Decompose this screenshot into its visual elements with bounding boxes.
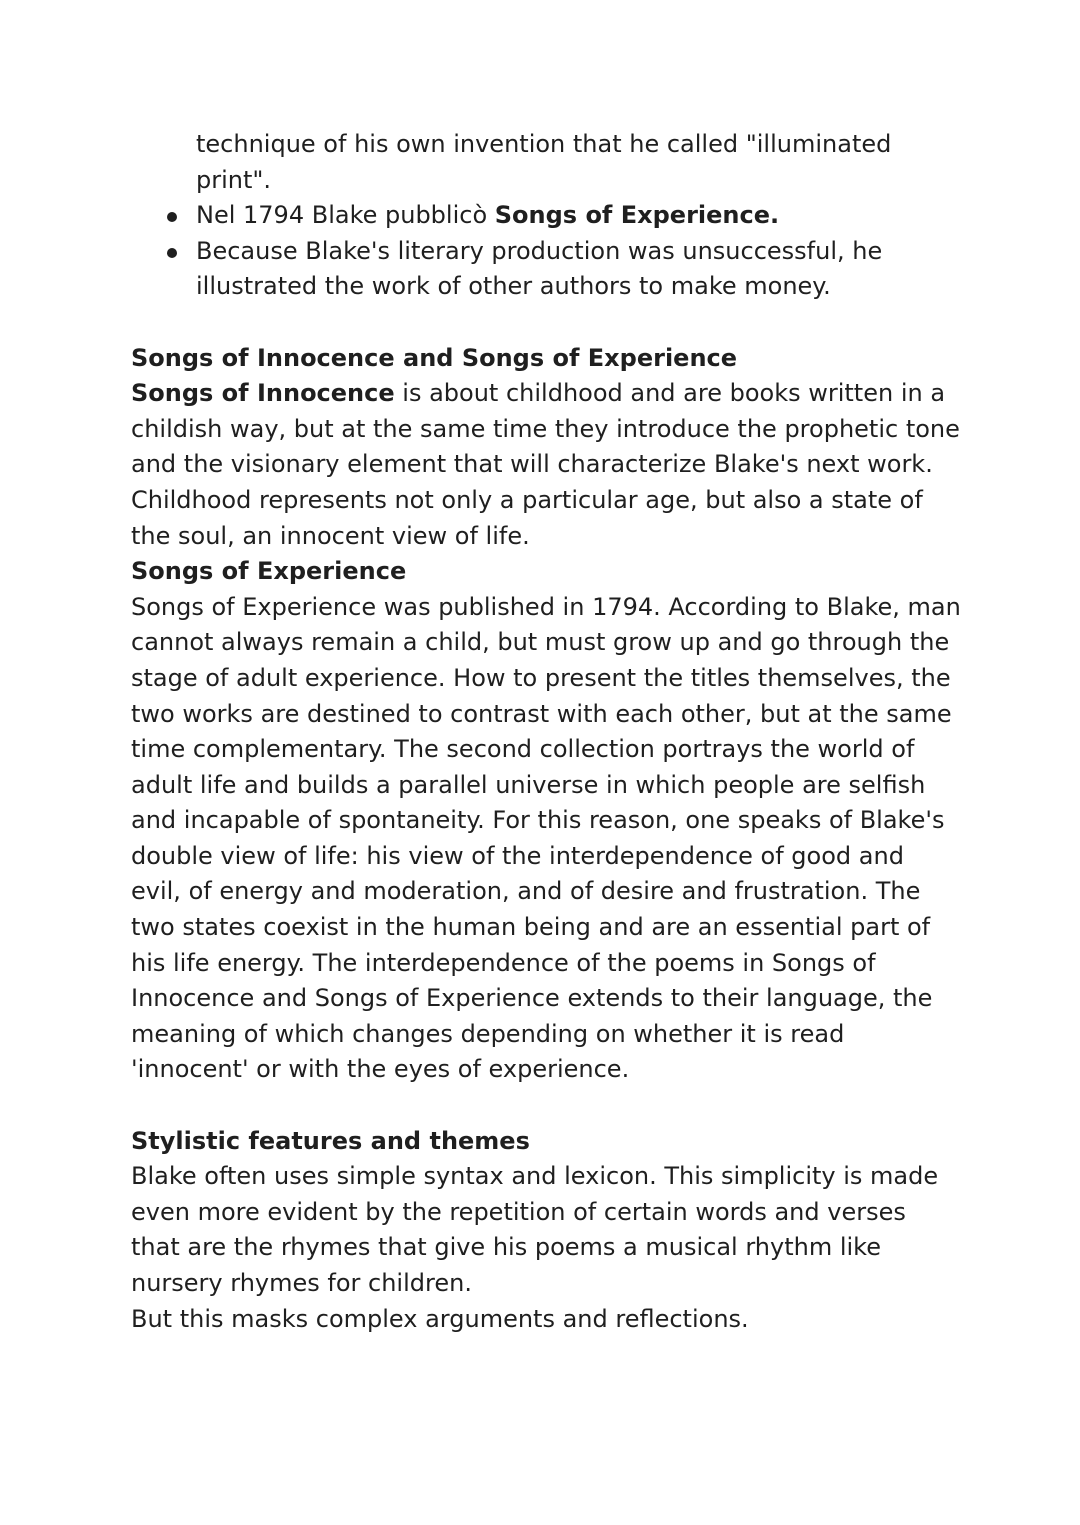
innocence-bold-title: Songs of Innocence <box>131 379 395 408</box>
spacer <box>131 305 961 341</box>
subheading-experience: Songs of Experience <box>131 557 407 586</box>
bullet-continuation <box>131 127 961 198</box>
paragraph-stylistic: Blake often uses simple syntax and lexicon. This simplicity is made even more evident by the repetition of certain words and verses that are the rhymes that give his poems a musical rhythm like nursery rhymes for children. <box>131 1162 939 1297</box>
bullet-item-songs-of-experience <box>131 198 961 234</box>
bullet-icon <box>167 212 177 222</box>
section-heading-songs: Songs of Innocence and Songs of Experience <box>131 343 738 372</box>
bullet-item-text: Because Blake's literary production was unsuccessful, he illustrated the work of other authors to make money. <box>196 236 883 301</box>
paragraph-experience: Songs of Experience was published in 1794. According to Blake, man cannot always remain a child, but must grow up and go through the stage of adult experience. How to present the titles themselves, the two works are destined to contrast with each other, but at the same time complementary. The second collection portrays the world of adult life and builds a parallel universe in which people are selfish and incapable of spontaneity. For this reason, one speaks of Blake's double view of life: his view of the interdependence of good and evil, of energy and moderation, and of desire and frustration. The two states coexist in the human being and are an essential part of his life energy. The interdependence of the poems in Songs of Innocence and Songs of Experience extends to their language, the meaning of which changes depending on whether it is read 'innocent' or with the eyes of experience. <box>131 592 961 1084</box>
paragraph-innocence <box>131 376 961 554</box>
bullet-list <box>131 127 961 305</box>
document-page <box>131 127 961 1337</box>
paragraph-last-line: But this masks complex arguments and reflections. <box>131 1304 749 1333</box>
bullet-item-text: Nel 1794 Blake pubblicò <box>196 201 495 230</box>
section-heading-stylistic: Stylistic features and themes <box>131 1126 530 1155</box>
bullet-item-illustration <box>131 234 961 305</box>
bullet-continuation-text: technique of his own invention that he called "illuminated print". <box>196 130 892 194</box>
bullet-icon <box>167 248 177 258</box>
bullet-item-bold-title: Songs of Experience. <box>494 201 780 230</box>
spacer <box>131 1088 961 1124</box>
innocence-text: is about childhood and are books written in a childish way, but at the same time they introduce the prophetic tone and the visionary element that will characterize Blake's next work. Childhood represents not only a particular age, but also a state of the soul, an innocent view of life. <box>131 379 960 550</box>
